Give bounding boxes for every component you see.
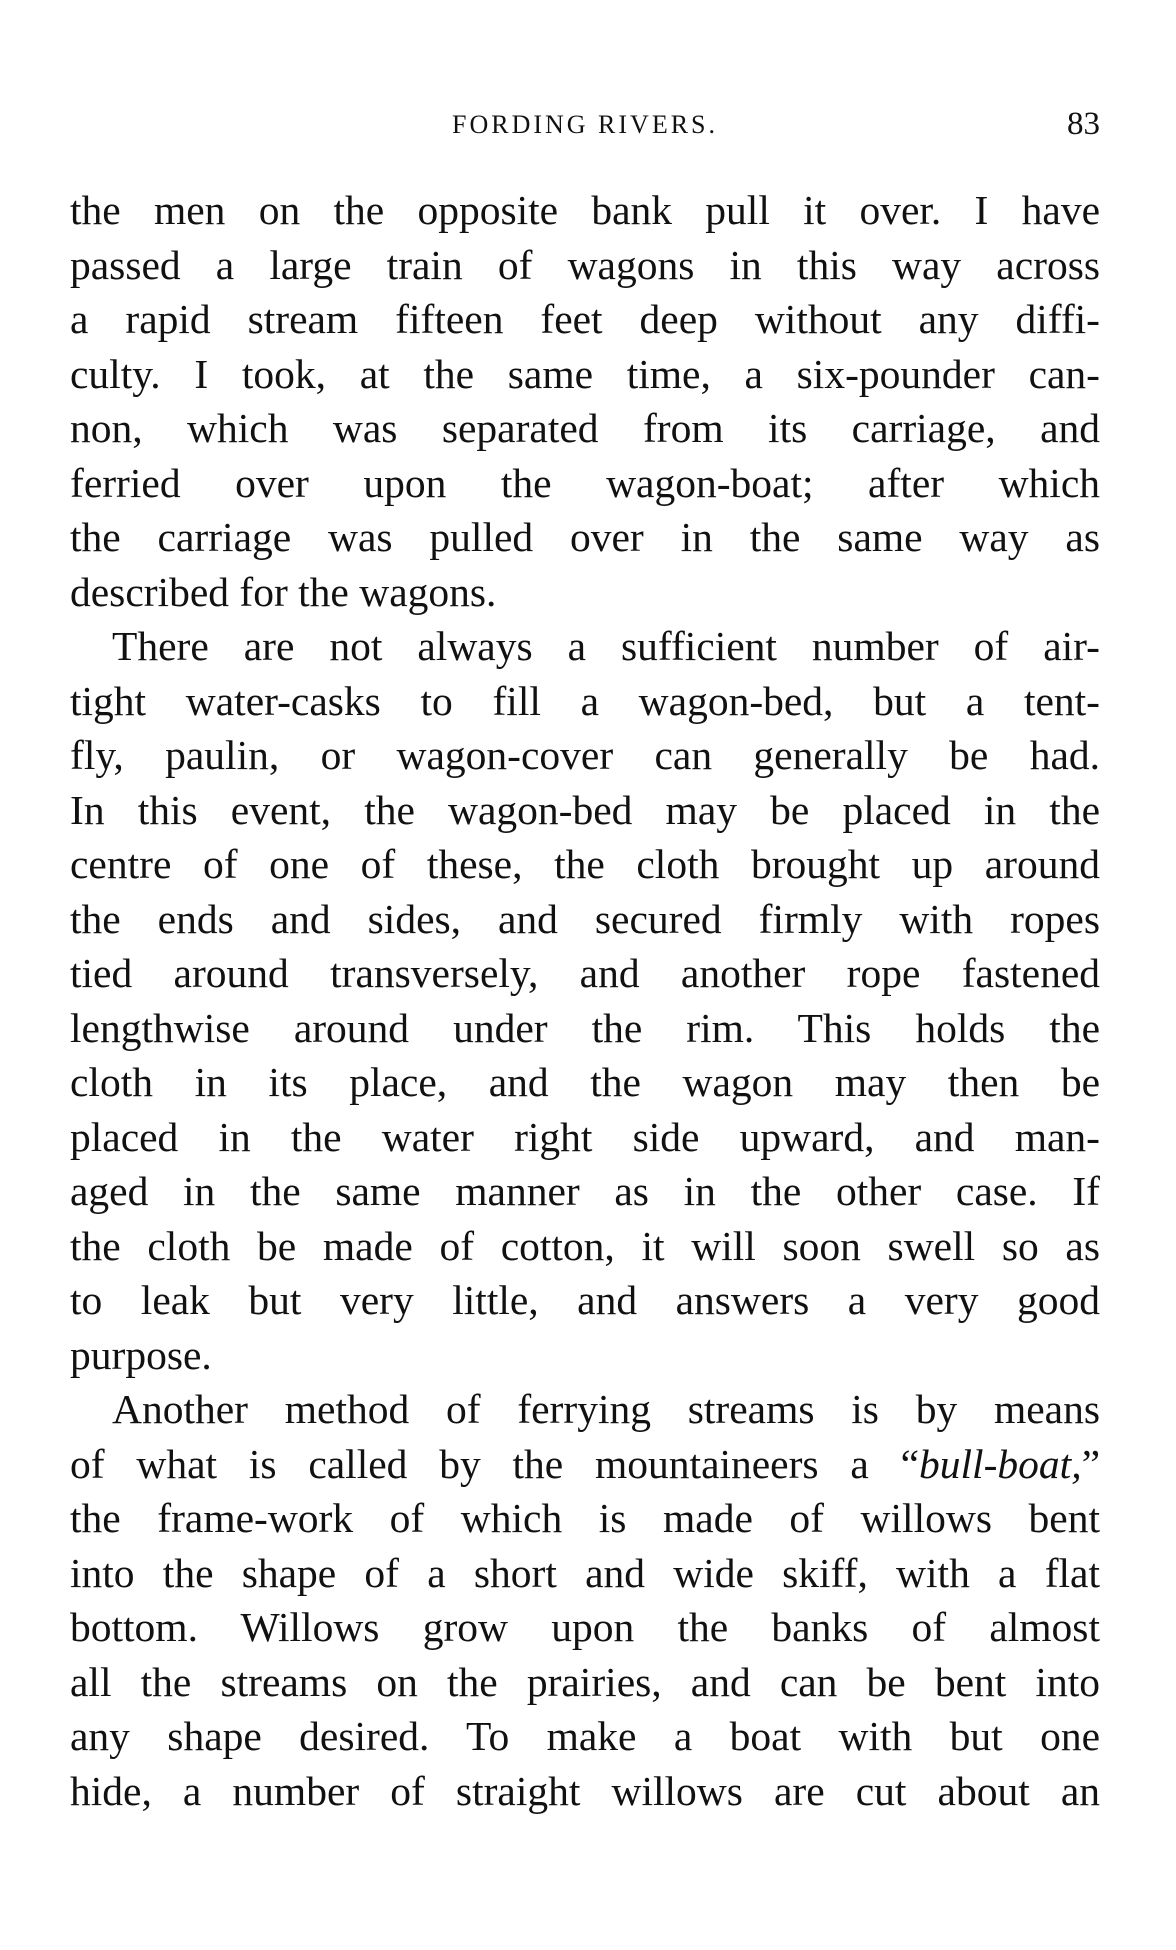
emphasized-term: bull-boat,	[919, 1440, 1082, 1487]
text-line: the cloth be made of cotton, it will soon swell so as	[70, 1222, 1100, 1269]
text-line: to leak but very little, and answers a very good	[70, 1277, 1100, 1323]
text-line: tied around transversely, and another rope fastened	[70, 950, 1100, 996]
text-line: ferried over upon the wagon-boat; after which	[70, 459, 1100, 506]
text-line-end: ”	[1081, 1440, 1100, 1487]
text-line	[70, 1437, 1100, 1492]
text-line: any shape desired. To make a boat with but one	[70, 1713, 1100, 1759]
paragraph-1	[70, 183, 1100, 619]
text-line: the ends and sides, and secured firmly with ropes	[70, 895, 1100, 942]
text-line: the men on the opposite bank pull it over. I have	[70, 187, 1100, 233]
text-line: into the shape of a short and wide skiff, with a flat	[70, 1549, 1100, 1596]
text-line: aged in the same manner as in the other case. If	[70, 1168, 1100, 1214]
text-line-start: of what is called by the mountaineers a “	[70, 1440, 920, 1487]
text-line: all the streams on the prairies, and can be bent into	[70, 1658, 1100, 1705]
text-line: tight water-casks to fill a wagon-bed, but a tent-	[70, 677, 1100, 724]
text-line: a rapid stream fifteen feet deep without any diffi-	[70, 296, 1100, 342]
body-text	[70, 183, 1100, 1818]
paragraph-3	[70, 1382, 1100, 1818]
text-line: placed in the water right side upward, and man-	[70, 1113, 1100, 1160]
text-line: culty. I took, at the same time, a six-pounder can-	[70, 350, 1100, 397]
text-line: passed a large train of wagons in this way across	[70, 241, 1100, 288]
paragraph-2	[70, 619, 1100, 1382]
text-line: fly, paulin, or wagon-cover can generally be had.	[70, 732, 1100, 778]
text-line: the frame-work of which is made of willows bent	[70, 1495, 1100, 1541]
text-line: There are not always a sufficient number of air-	[112, 623, 1100, 669]
text-line: Another method of ferrying streams is by means	[112, 1386, 1100, 1432]
text-line: described for the wagons.	[70, 568, 497, 615]
text-line: non, which was separated from its carriage, and	[70, 405, 1100, 451]
text-line: bottom. Willows grow upon the banks of almost	[70, 1604, 1100, 1650]
text-line: lengthwise around under the rim. This holds the	[70, 1004, 1100, 1051]
text-line: cloth in its place, and the wagon may then be	[70, 1059, 1100, 1105]
text-line: hide, a number of straight willows are cut about an	[70, 1767, 1100, 1814]
running-head	[70, 106, 1100, 146]
text-line: In this event, the wagon-bed may be placed in the	[70, 786, 1100, 833]
text-line: centre of one of these, the cloth brought up around	[70, 841, 1100, 887]
page-number: 83	[1067, 106, 1100, 142]
running-title: FORDING RIVERS.	[451, 110, 719, 139]
text-line: the carriage was pulled over in the same way as	[70, 514, 1100, 560]
text-line: purpose.	[70, 1331, 212, 1378]
